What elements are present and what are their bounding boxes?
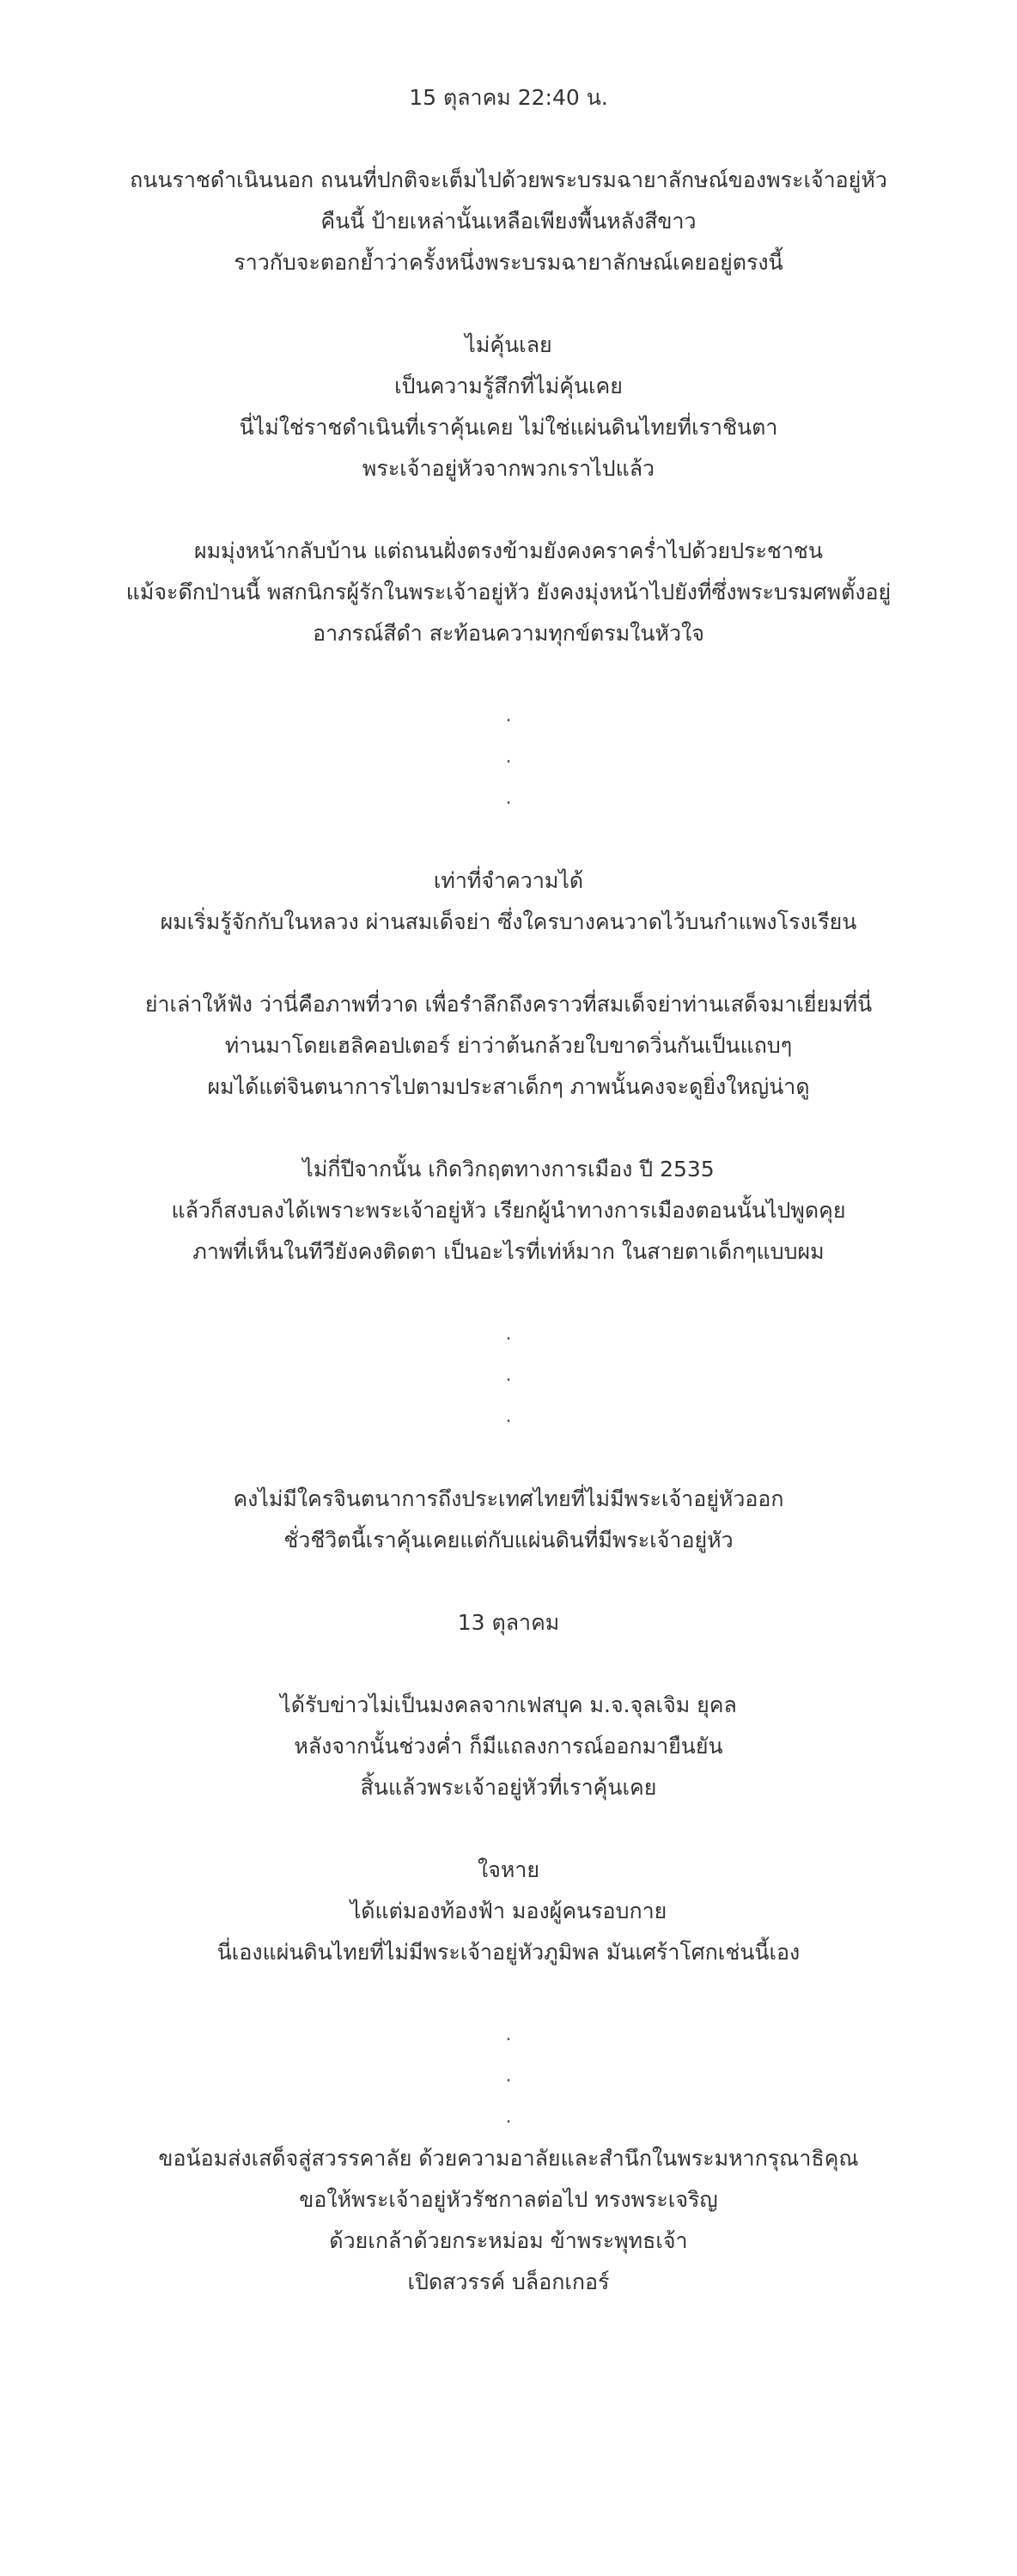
paragraph-3-line-1: ผมมุ่งหน้ากลับบ้าน แต่ถนนฝั่งตรงข้ามยังคงคราคร่ำไปด้วยประชาชน [193, 538, 823, 563]
separator-dot: . [505, 1406, 512, 1427]
paragraph-7-line-2: ชั่วชีวิตนี้เราคุ้นเคยแต่กับแผ่นดินที่มีพระเจ้าอยู่หัว [283, 1528, 734, 1552]
separator-dot: . [505, 2106, 512, 2128]
paragraph-2-line-1: ไม่คุ้นเลย [465, 332, 552, 357]
paragraph-5-line-3: ผมได้แต่จินตนาการไปตามประสาเด็กๆ ภาพนั้นคงจะดูยิ่งใหญ่น่าดู [207, 1074, 810, 1099]
paragraph-9-line-1: ใจหาย [477, 1857, 540, 1882]
separator-dot: . [505, 1364, 512, 1386]
paragraph-6-line-2: แล้วก็สงบลงได้เพราะพระเจ้าอยู่หัว เรียกผู้นำทางการเมืองตอนนั้นไปพูดคุย [171, 1198, 846, 1223]
paragraph-9-line-2: ได้แต่มองท้องฟ้า มองผู้คนรอบกาย [350, 1899, 667, 1923]
paragraph-8-line-3: สิ้นแล้วพระเจ้าอยู่หัวที่เราคุ้นเคย [360, 1775, 657, 1800]
separator-dot: . [505, 705, 512, 726]
paragraph-6-line-3: ภาพที่เห็นในทีวียังคงติดตา เป็นอะไรที่เท่ห์มาก ในสายตาเด็กๆแบบผม [192, 1239, 825, 1264]
separator-dot: . [505, 1323, 512, 1345]
paragraph-3-line-2: แม้จะดึกป่านนี้ พสกนิกรผู้รักในพระเจ้าอยู่หัว ยังคงมุ่งหน้าไปยังที่ซึ่งพระบรมศพตั้งอยู่ [125, 580, 892, 605]
blog-post-body [0, 77, 1017, 2303]
paragraph-2-line-3: นี่ไม่ใช่ราชดำเนินที่เราคุ้นเคย ไม่ใช่แผ่นดินไทยที่เราชินตา [239, 415, 778, 440]
separator-dot: . [505, 746, 512, 768]
paragraph-1-line-3: ราวกับจะตอกย้ำว่าครั้งหนึ่งพระบรมฉายาลักษณ์เคยอยู่ตรงนี้ [234, 250, 783, 275]
paragraph-1-line-1: ถนนราชดำเนินนอก ถนนที่ปกติจะเต็มไปด้วยพระบรมฉายาลักษณ์ของพระเจ้าอยู่หัว [130, 167, 887, 192]
paragraph-4-line-1: เท่าที่จำความได้ [433, 868, 584, 893]
post-datetime: 15 ตุลาคม 22:40 น. [409, 85, 608, 110]
closing-line-3: ด้วยเกล้าด้วยกระหม่อม ข้าพระพุทธเจ้า [329, 2228, 688, 2253]
paragraph-1-line-2: คืนนี้ ป้ายเหล่านั้นเหลือเพียงพื้นหลังสีขาว [320, 209, 697, 234]
paragraph-8-line-1: ได้รับข่าวไม่เป็นมงคลจากเฟสบุค ม.จ.จุลเจิม ยุคล [280, 1692, 737, 1717]
paragraph-8-line-2: หลังจากนั้นช่วงค่ำ ก็มีแถลงการณ์ออกมายืนยัน [294, 1734, 723, 1759]
separator-dot: . [505, 2024, 512, 2045]
paragraph-7-line-1: คงไม่มีใครจินตนาการถึงประเทศไทยที่ไม่มีพระเจ้าอยู่หัวออก [233, 1486, 784, 1511]
paragraph-9-line-3: นี่เองแผ่นดินไทยที่ไม่มีพระเจ้าอยู่หัวภูมิพล มันเศร้าโศกเช่นนี้เอง [216, 1940, 801, 1965]
paragraph-5-line-1: ย่าเล่าให้ฟัง ว่านี่คือภาพที่วาด เพื่อรำลึกถึงคราวที่สมเด็จย่าท่านเสด็จมาเยี่ยมที่นี่ [144, 992, 873, 1017]
separator-dot: . [505, 2065, 512, 2087]
paragraph-3-line-3: อาภรณ์สีดำ สะท้อนความทุกข์ตรมในหัวใจ [313, 621, 704, 646]
paragraph-4-line-2: ผมเริ่มรู้จักกับในหลวง ผ่านสมเด็จย่า ซึ่งใครบางคนวาดไว้บนกำแพงโรงเรียน [160, 909, 857, 934]
paragraph-6-line-1: ไม่กี่ปีจากนั้น เกิดวิกฤตทางการเมือง ปี 2535 [302, 1157, 715, 1182]
paragraph-5-line-2: ท่านมาโดยเฮลิคอปเตอร์ ย่าว่าต้นกล้วยใบขาดวิ่นกันเป็นแถบๆ [224, 1033, 793, 1058]
separator-dot: . [505, 787, 512, 809]
closing-line-1: ขอน้อมส่งเสด็จสู่สวรรคาลัย ด้วยความอาลัยและสำนึกในพระมหากรุณาธิคุณ [158, 2146, 859, 2171]
closing-line-2: ขอให้พระเจ้าอยู่หัวรัชกาลต่อไป ทรงพระเจริญ [299, 2187, 718, 2212]
paragraph-2-line-2: เป็นความรู้สึกที่ไม่คุ้นเคย [394, 374, 623, 398]
paragraph-2-line-4: พระเจ้าอยู่หัวจากพวกเราไปแล้ว [362, 456, 655, 481]
date-heading: 13 ตุลาคม [457, 1610, 560, 1635]
author-signature: เปิดสวรรค์ บล็อกเกอร์ [407, 2269, 610, 2294]
